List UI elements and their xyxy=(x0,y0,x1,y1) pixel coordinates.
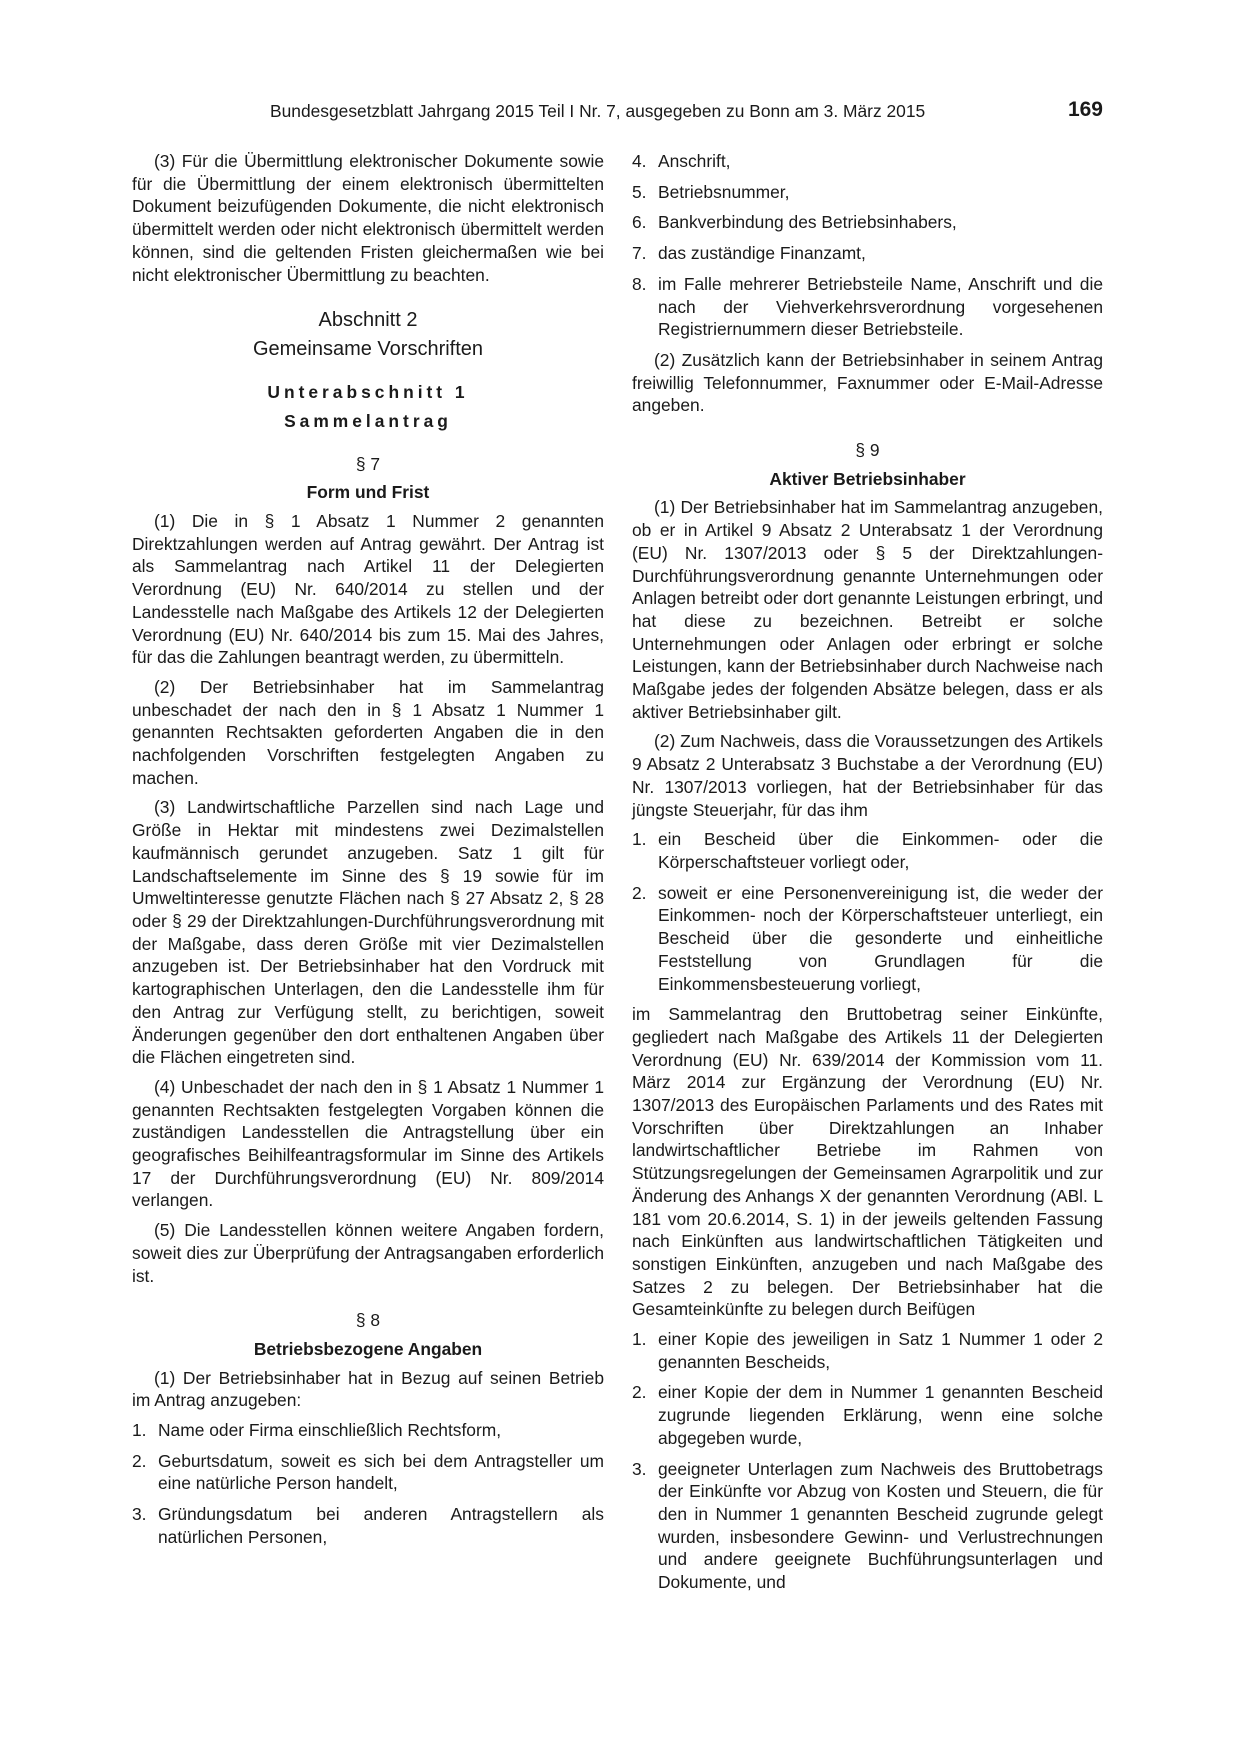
paragraph: (5) Die Landesstellen können weitere Angaben fordern, soweit dies zur Überprüfung der Antragsangaben erforderlich ist. xyxy=(132,1220,604,1286)
subsection-heading: Unterabschnitt 1 xyxy=(267,382,469,403)
paragraph: (3) Landwirtschaftliche Parzellen sind nach Lage und Größe in Hektar mit mindestens zwei Dezimalstellen kaufmännisch gerundet anzugeben. Satz 1 gilt für Landschaftselemente im Sinne des § 19 sowie für im Umweltinteresse genutzte Flächen nach § 27 Absatz 2, § 28 oder § 29 der Direktzahlungen-Durchführungsverordnung mit der Maßgabe, dass deren Größe mit vier Dezimalstellen anzugeben ist. Der Betriebsinhaber hat den Vordruck mit kartographischen Unterlagen, den die Landesstelle ihm für den Antrag zur Verfügung stellt, zu berichtigen, soweit Änderungen gegenüber den dort enthaltenen Angaben über die Flächen eingetreten sind. xyxy=(132,797,604,1068)
left-column xyxy=(132,150,604,1557)
paragraph-title: Betriebsbezogene Angaben xyxy=(253,1338,483,1359)
paragraph: (1) Die in § 1 Absatz 1 Nummer 2 genannten Direktzahlungen werden auf Antrag gewährt. Der Antrag ist als Sammelantrag nach Artikel 11 der Delegierten Verordnung (EU) Nr. 640/2014 zu stellen und der Landesstelle nach Maßgabe des Artikels 12 der Delegierten Verordnung (EU) Nr. 640/2014 bis zum 15. Mai des Jahres, für das die Zahlungen beantragt werden, zu übermitteln. xyxy=(132,511,604,668)
paragraph: (1) Der Betriebsinhaber hat im Sammelantrag anzugeben, ob er in Artikel 9 Absatz 2 Unterabsatz 1 der Verordnung (EU) Nr. 1307/2013 oder § 5 der Direktzahlungen-Durchführungsverordnung genannte Unternehmungen oder Anlagen betreibt oder dort genannte Leistungen erbringt, und hat diese zu bezeichnen. Betreibt er solche Unternehmungen oder Anlagen oder erbringt er solche Leistungen, kann der Betriebsinhaber durch Nachweise nach Maßgabe jedes der folgenden Absätze belegen, dass er als aktiver Betriebsinhaber gilt. xyxy=(632,497,1103,722)
list-item: 3. geeigneter Unterlagen zum Nachweis des Bruttobetrags der Einkünfte vor Abzug von Kosten und Steuern, die für den in Nummer 1 genannten Bescheid zugrunde gelegt wurden, insbesondere Gewinn- und Verlustrechnungen und andere geeignete Buchführungsunterlagen und Dokumente, und xyxy=(632,1458,1103,1593)
paragraph: im Sammelantrag den Bruttobetrag seiner Einkünfte, gegliedert nach Maßgabe des Artikels 11 der Delegierten Verordnung (EU) Nr. 639/2014 der Kommission vom 11. März 2014 zur Ergänzung der Verordnung (EU) Nr. 1307/2013 des Europäischen Parlaments und des Rates mit Vorschriften über Direktzahlungen an Inhaber landwirtschaftlicher Betriebe im Rahmen von Stützungsregelungen der Gemeinsamen Agrarpolitik und zur Änderung des Anhangs X der genannten Verordnung (ABl. L 181 vom 20.6.2014, S. 1) in der jeweils geltenden Fassung nach Einkünften aus landwirtschaftlichen Tätigkeiten und sonstigen Einkünften, anzugeben und nach Maßgabe des Satzes 2 zu belegen. Der Betriebsinhaber hat die Gesamteinkünfte zu belegen durch Beifügen xyxy=(632,1004,1103,1320)
paragraph: (2) Zusätzlich kann der Betriebsinhaber in seinem Antrag freiwillig Telefonnummer, Faxnummer oder E-Mail-Adresse angeben. xyxy=(632,349,1103,416)
list-item: 3. Gründungsdatum bei anderen Antragstellern als natürlichen Personen, xyxy=(132,1504,604,1547)
paragraph: (3) Für die Übermittlung elektronischer Dokumente sowie für die Übermittlung der einem elektronisch übermittelten Dokument beizufügenden Dokumente, die nicht elektronisch übermittelt werden oder nicht elektronisch übermittelt werden können, sind die geltenden Fristen gleichermaßen wie bei nicht elektronischer Übermittlung zu beachten. xyxy=(132,151,604,285)
page-number: 169 xyxy=(1067,98,1103,121)
list-item: 1. ein Bescheid über die Einkommen- oder die Körperschaftsteuer vorliegt oder, xyxy=(632,829,1103,872)
list-item: 5. Betriebsnummer, xyxy=(632,181,790,202)
paragraph: (2) Der Betriebsinhaber hat im Sammelantrag unbeschadet der nach den in § 1 Absatz 1 Nummer 1 genannten Rechtsakten geforderten Angaben die in den nachfolgenden Vorschriften festgelegten Angaben zu machen. xyxy=(132,676,604,788)
paragraph-title: Form und Frist xyxy=(306,482,430,503)
paragraph-title: Aktiver Betriebsinhaber xyxy=(769,468,966,489)
list-item: 4. Anschrift, xyxy=(632,151,731,171)
list-item: 7. das zuständige Finanzamt, xyxy=(632,243,866,264)
paragraph: (1) Der Betriebsinhaber hat in Bezug auf seinen Betrieb im Antrag anzugeben: xyxy=(132,1367,604,1411)
section-title: Gemeinsame Vorschriften xyxy=(252,338,484,361)
paragraph-number: § 9 xyxy=(855,440,880,461)
paragraph-number: § 8 xyxy=(355,1310,381,1331)
list-item: 6. Bankverbindung des Betriebsinhabers, xyxy=(632,212,957,233)
list-item: 2. soweit er eine Personenvereinigung ist, die weder der Einkommen- noch der Körperschaftsteuer unterliegt, ein Bescheid über die gesonderte und einheitliche Feststellung von Grundlagen für die Einkommensbesteuerung vorliegt, xyxy=(632,882,1103,994)
subsection-title: Sammelantrag xyxy=(284,410,452,431)
paragraph: (2) Zum Nachweis, dass die Voraussetzungen des Artikels 9 Absatz 2 Unterabsatz 3 Buchstabe a der Verordnung (EU) Nr. 1307/2013 vorliegen, hat der Betriebsinhaber für das jüngste Steuerjahr, für das ihm xyxy=(632,731,1103,820)
running-header: Bundesgesetzblatt Jahrgang 2015 Teil I Nr. 7, ausgegeben zu Bonn am 3. März 2015 xyxy=(270,101,926,121)
paragraph: (4) Unbeschadet der nach den in § 1 Absatz 1 Nummer 1 genannten Rechtsakten festgelegten Vorgaben können die zuständigen Landesstellen die Antragstellung über ein geografisches Beihilfeantragsformular im Sinne des Artikels 17 der Durchführungsverordnung (EU) Nr. 809/2014 verlangen. xyxy=(132,1076,604,1211)
section-heading: Abschnitt 2 xyxy=(318,309,418,332)
page-header xyxy=(270,98,1103,127)
list-item: 8. im Falle mehrerer Betriebsteile Name, Anschrift und die nach der Viehverkehrsverordnung vorgesehenen Registriernummern dieser Betriebsteile. xyxy=(632,273,1103,340)
paragraph-number: § 7 xyxy=(355,453,381,474)
list-item: 1. einer Kopie des jeweiligen in Satz 1 Nummer 1 oder 2 genannten Bescheids, xyxy=(632,1329,1103,1372)
right-column xyxy=(632,150,1103,1602)
list-item: 1. Name oder Firma einschließlich Rechtsform, xyxy=(132,1420,502,1441)
list-item: 2. Geburtsdatum, soweit es sich bei dem Antragsteller um eine natürliche Person handelt, xyxy=(132,1450,604,1494)
list-item: 2. einer Kopie der dem in Nummer 1 genannten Bescheid zugrunde liegenden Erklärung, wenn eine solche abgegeben wurde, xyxy=(632,1382,1103,1448)
